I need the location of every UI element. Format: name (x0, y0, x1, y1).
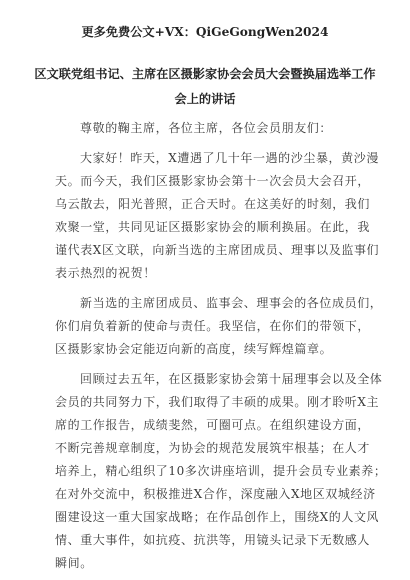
body-line: 区摄影家协会定能迈向新的高度，续写辉煌篇章。 (55, 342, 333, 356)
body-line: 欢聚一堂，共同见证区摄影家协会的顺利换届。在此，我 (55, 220, 371, 234)
body-line: 在对外交流中，积极推进X合作，深度融入X地区双城经济 (55, 487, 376, 501)
document-title-line-1: 区文联党组书记、主席在区摄影家协会会员大会暨换届选举工作 (34, 67, 376, 81)
body-line: 大家好！昨天，X遭遇了几十年一遇的沙尘暴，黄沙漫 (80, 151, 379, 165)
body-line: 回顾过去五年，在区摄影家协会第十届理事会以及全体 (80, 372, 383, 386)
body-line: 天。而今天，我们区摄影家协会第十一次会员大会召开， (55, 174, 371, 188)
body-line: 谨代表X区文联，向新当选的主席团成员、理事以及监事们 (55, 243, 380, 257)
body-line: 瞬间。 (55, 556, 93, 570)
body-line: 培养上，精心组织了10多次讲座培训，提升会员专业素养； (55, 464, 387, 478)
watermark-header: 更多免费公文+VX：QiGeGongWen2024 (81, 25, 329, 39)
body-line: 席的工作报告，成绩斐然，可圈可点。在组织建设方面， (55, 418, 371, 432)
body-line: 新当选的主席团成员、监事会、理事会的各位成员们， (80, 296, 383, 310)
body-line: 圈建设这一重大国家战略；在作品创作上，围绕X的人文风 (55, 510, 380, 524)
body-line: 不断完善规章制度，为协会的规范发展筑牢根基；在人才 (55, 441, 371, 455)
body-line: 乌云散去，阳光普照，正合天时。在这美好的时刻，我们 (55, 197, 371, 211)
salutation-line: 尊敬的鞠主席，各位主席，各位会员朋友们： (80, 121, 333, 135)
document-title-line-2: 会上的讲话 (174, 92, 236, 106)
body-line: 表示热烈的祝贺！ (55, 266, 156, 280)
body-line: 情、重大事件，如抗疫、抗洪等，用镜头记录下无数感人 (55, 533, 371, 547)
body-line: 会员的共同努力下，我们取得了丰硕的成果。刚才聆听X主 (55, 395, 380, 409)
body-line: 你们肩负着新的使命与责任。我坚信，在你们的带领下， (55, 319, 371, 333)
